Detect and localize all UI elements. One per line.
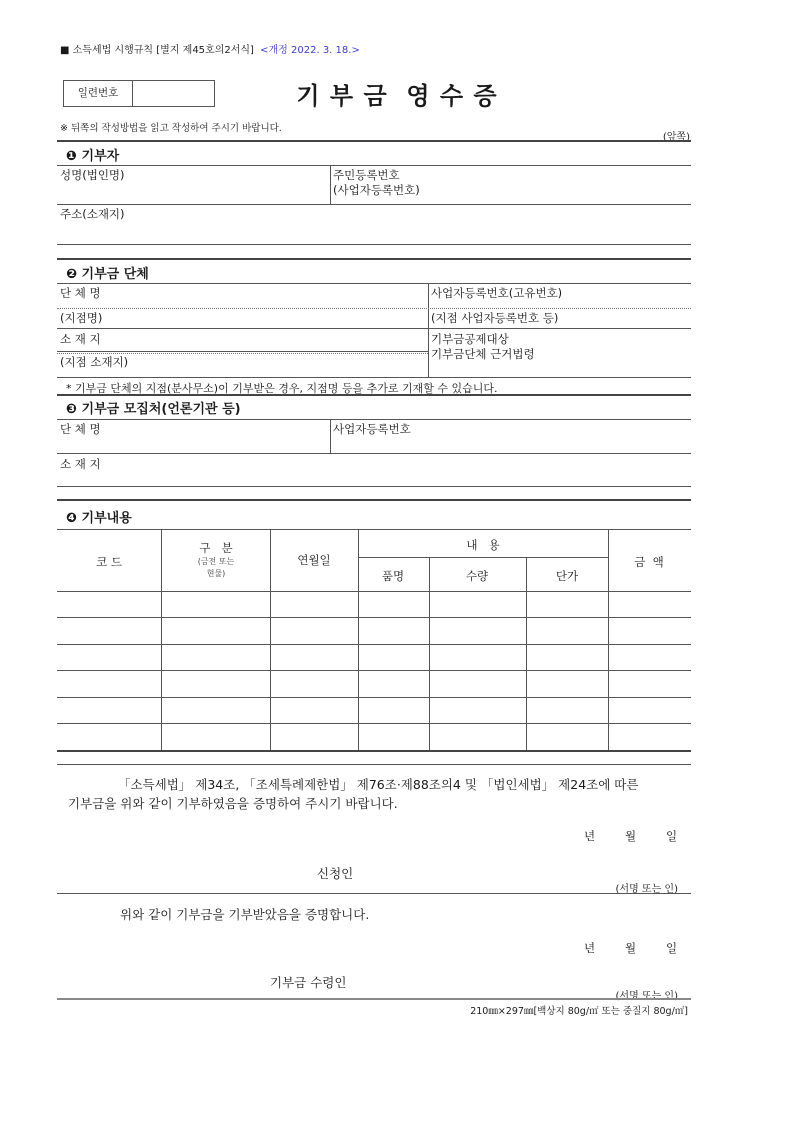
table-row[interactable]	[57, 698, 691, 723]
applicant-sign-label[interactable]: (서명 또는 인)	[615, 884, 678, 895]
divider	[57, 486, 691, 487]
collector-location-label: 소 재 지	[60, 457, 101, 471]
table-row[interactable]	[57, 618, 691, 644]
col-header-date: 연월일	[297, 553, 331, 567]
divider	[57, 419, 691, 420]
divider	[57, 165, 691, 166]
receipt-statement: 위와 같이 기부금을 기부받았음을 증명합니다.	[120, 907, 370, 922]
col-header-item: 품명	[381, 569, 405, 583]
org-branch-regno-label: (지점 사업자등록번호 등)	[431, 311, 559, 325]
col-header-price: 단가	[555, 569, 579, 583]
collector-regno-label: 사업자등록번호	[333, 422, 411, 436]
col-header-type: 구 분	[199, 541, 233, 555]
section-details-heading: ❹ 기부내용	[66, 511, 132, 526]
org-name-label: 단 체 명	[60, 286, 101, 300]
certification-statement: 「소득세법」 제34조, 「조세특례제한법」 제76조·제88조의4 및 「법인세법」 제24조에 따른	[118, 777, 639, 792]
org-regno-label: 사업자등록번호(고유번호)	[431, 286, 563, 300]
divider	[57, 453, 691, 454]
col-header-content: 내 용	[466, 538, 500, 552]
org-branch-label: (지점명)	[60, 311, 103, 325]
section-collector-heading: ❸ 기부금 모집처(언론기관 등)	[66, 402, 241, 417]
divider	[57, 308, 691, 309]
col-header-type-sub: 현물)	[206, 569, 226, 578]
date-year-label: 년	[584, 829, 596, 843]
section-org-heading: ❷ 기부금 단체	[66, 267, 149, 282]
org-deduct-label: 기부금공제대상	[431, 332, 509, 346]
receiver-label: 기부금 수령인	[270, 975, 347, 990]
divider	[57, 377, 691, 378]
org-name-field[interactable]	[130, 285, 425, 305]
divider	[57, 258, 691, 260]
serial-number-box	[63, 80, 215, 107]
org-branch-location-label: (지점 소재지)	[60, 355, 129, 369]
date-year-label: 년	[584, 941, 596, 955]
table-row[interactable]	[57, 645, 691, 670]
divider	[57, 893, 691, 894]
divider	[57, 998, 691, 1000]
donor-name-label: 성명(법인명)	[60, 168, 125, 182]
donor-id-field[interactable]	[440, 167, 690, 202]
donor-address-field[interactable]	[57, 222, 691, 242]
date-month-label: 월	[625, 941, 637, 955]
table-row[interactable]	[57, 671, 691, 697]
divider	[330, 419, 331, 453]
serial-number-field[interactable]	[133, 81, 214, 106]
paper-spec: 210㎜×297㎜[백상지 80g/㎡ 또는 중질지 80g/㎡]	[470, 1006, 688, 1017]
divider	[57, 499, 691, 501]
col-header-amount: 금 액	[634, 555, 664, 569]
table-row[interactable]	[57, 724, 691, 750]
receiver-sign-label[interactable]: (서명 또는 인)	[615, 991, 678, 1002]
serial-number-label: 일련번호	[64, 81, 133, 106]
date-month-label: 월	[625, 829, 637, 843]
divider	[57, 328, 691, 329]
revision-date: <개정 2022. 3. 18.>	[260, 45, 360, 56]
collector-name-field[interactable]	[130, 421, 325, 449]
col-header-type-sub: (금전 또는	[197, 557, 235, 566]
donor-bizno-label: (사업자등록번호)	[333, 183, 420, 197]
date-day-label: 일	[666, 829, 678, 843]
divider	[57, 394, 691, 396]
table-row[interactable]	[57, 592, 691, 617]
divider	[57, 244, 691, 245]
divider	[57, 351, 428, 352]
col-header-qty: 수량	[465, 569, 489, 583]
divider	[330, 165, 331, 204]
collector-name-label: 단 체 명	[60, 422, 101, 436]
divider	[57, 764, 691, 765]
legal-basis-text: ■ 소득세법 시행규칙 [별지 제45호의2서식]	[60, 45, 254, 56]
instruction-note: ※ 뒤쪽의 작성방법을 읽고 작성하여 주시기 바랍니다.	[60, 123, 282, 134]
date-day-label: 일	[666, 941, 678, 955]
divider	[428, 283, 429, 377]
divider	[57, 529, 691, 530]
applicant-label: 신청인	[317, 866, 354, 881]
org-location-label: 소 재 지	[60, 332, 101, 346]
divider	[57, 204, 691, 205]
donor-id-label: 주민등록번호	[333, 168, 400, 182]
donor-name-field[interactable]	[57, 182, 329, 202]
page-side-label: (앞쪽)	[662, 132, 690, 143]
divider	[57, 140, 691, 142]
section-donor-heading: ❶ 기부자	[66, 149, 120, 164]
divider	[358, 557, 608, 558]
donor-address-label: 주소(소재지)	[60, 207, 125, 221]
page-title: 기 부 금 영 수 증	[296, 82, 498, 110]
certification-statement-cont: 기부금을 위와 같이 기부하였음을 증명하여 주시기 바랍니다.	[68, 796, 398, 811]
divider	[57, 750, 691, 752]
col-header-code: 코 드	[96, 555, 122, 569]
org-footnote: * 기부금 단체의 지점(분사무소)이 기부받은 경우, 지점명 등을 추가로 기재할 수 있습니다.	[66, 382, 498, 395]
divider	[57, 283, 691, 284]
form-legal-basis	[60, 41, 360, 56]
org-legal-basis-label: 기부금단체 근거법령	[431, 347, 535, 361]
